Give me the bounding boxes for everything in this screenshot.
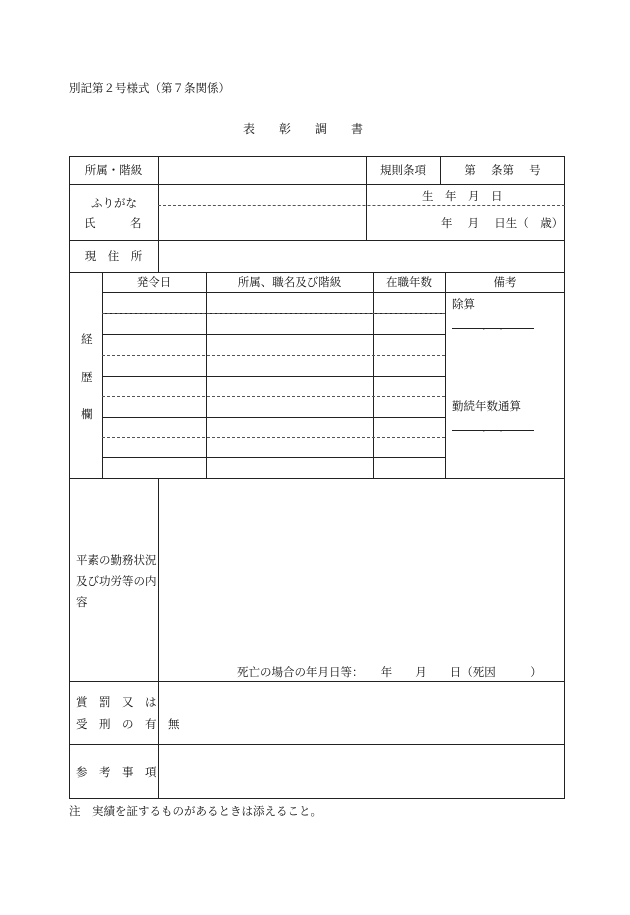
punishment-label-line1: 賞 罰 又 は bbox=[76, 695, 157, 709]
career-header-date: 発令日 bbox=[136, 275, 172, 289]
rule-article-value[interactable]: 第 条第 号 bbox=[464, 163, 541, 177]
reference-label: 参 考 事 項 bbox=[76, 765, 157, 779]
career-header-years: 在職年数 bbox=[386, 275, 432, 289]
footer-note: 注 実績を証するものがあるときは添えること。 bbox=[69, 804, 322, 818]
remarks-exclusion-value[interactable]: ． ． bbox=[482, 318, 511, 332]
furigana-field[interactable] bbox=[159, 185, 365, 204]
rule-article-label: 規則条項 bbox=[380, 163, 426, 177]
conduct-label: 平素の勤務状況及び功労等の内容 bbox=[76, 553, 157, 609]
career-header-position: 所属、職名及び階級 bbox=[237, 275, 342, 289]
career-label-char-2: 歴 bbox=[81, 370, 93, 384]
affiliation-rank-label: 所属・階級 bbox=[84, 163, 143, 177]
death-date-line[interactable]: 死亡の場合の年月日等： 年 月 日（死因 ） bbox=[237, 665, 542, 679]
birthdate-age-value[interactable]: 年 月 日生（ 歳） bbox=[441, 216, 564, 230]
career-label-char-3: 欄 bbox=[81, 407, 93, 421]
punishment-label-line2: 受 刑 の 有 無 bbox=[76, 717, 180, 731]
punishment-field[interactable] bbox=[159, 682, 564, 743]
page-title: 表 彰 調 書 bbox=[243, 122, 364, 136]
name-label: 氏 名 bbox=[84, 216, 142, 230]
remarks-total-years-label: 勤続年数通算 bbox=[452, 399, 521, 413]
birthdate-label: 生 年 月 日 bbox=[422, 189, 503, 203]
address-field[interactable] bbox=[159, 241, 564, 271]
career-label-char-1: 経 bbox=[81, 332, 93, 346]
conduct-field[interactable] bbox=[159, 479, 564, 659]
remarks-total-years-value[interactable]: ． ． bbox=[482, 420, 511, 434]
form-number-label: 別記第２号様式（第７条関係） bbox=[69, 81, 230, 95]
furigana-label: ふりがな bbox=[91, 196, 137, 210]
career-header-remarks: 備考 bbox=[493, 275, 517, 289]
address-label: 現 住 所 bbox=[84, 249, 143, 263]
name-field[interactable] bbox=[159, 206, 365, 239]
reference-field[interactable] bbox=[159, 745, 564, 798]
remarks-exclusion-label: 除算 bbox=[452, 297, 475, 311]
affiliation-rank-field[interactable] bbox=[159, 157, 365, 183]
